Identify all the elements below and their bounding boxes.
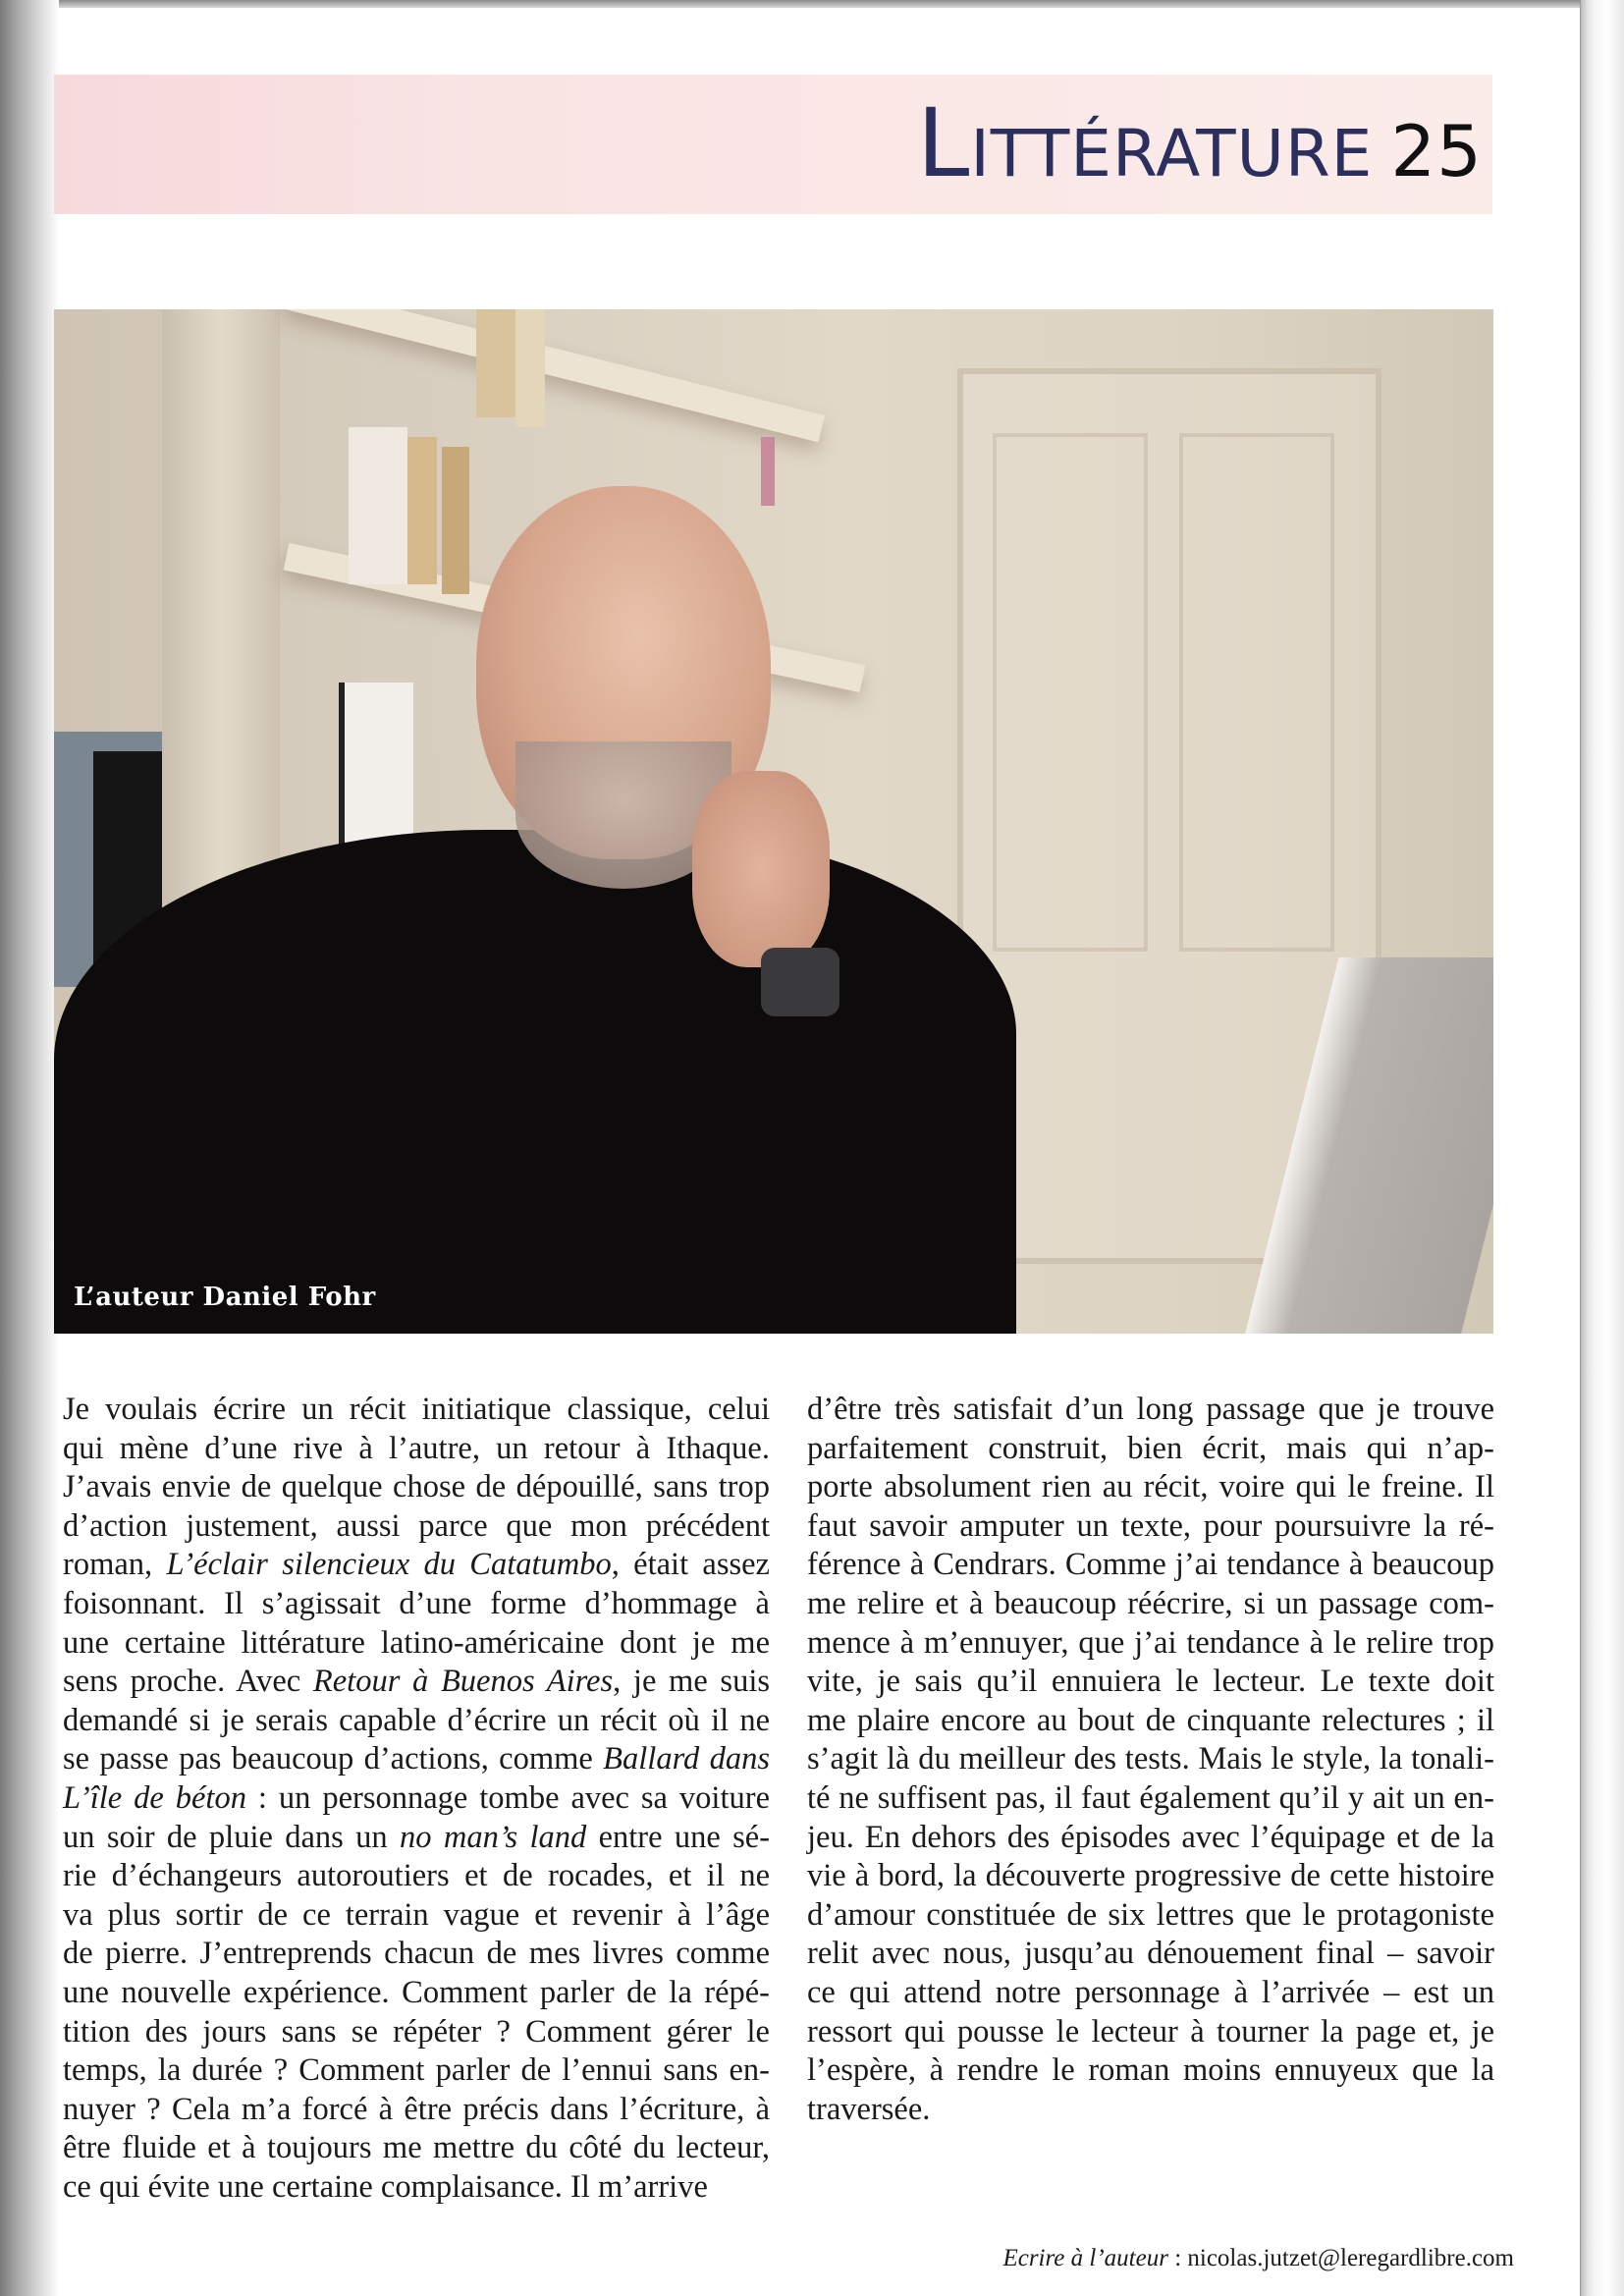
text-line: une certaine littérature latino-américaine dont je me — [63, 1624, 770, 1661]
text-line: té ne suffisent pas, il faut également qu’il y ait un en- — [807, 1779, 1494, 1816]
text-line: vite, je sais qu’il ennuiera le lecteur. Le texte doit — [807, 1664, 1494, 1700]
text-line: me plaire encore au bout de cinquante relectures ; il — [807, 1702, 1494, 1738]
text-line: qui mène d’une rive à l’autre, un retour à Ithaque. — [63, 1430, 770, 1466]
text-run: entre une sé- — [586, 1819, 771, 1855]
article-column-right — [807, 1391, 1494, 2129]
text-line: nuyer ? Cela m’a forcé à être précis dans l’écriture, à — [63, 2091, 770, 2127]
text-run: un soir de pluie dans un — [63, 1819, 401, 1855]
text-line: d’amour constituée de six lettres que le protagoniste — [807, 1896, 1494, 1933]
text-line: l’espère, à rendre le roman moins ennuyeux que la — [807, 2052, 1494, 2089]
text-line: demandé si je serais capable d’écrire un récit où il ne — [63, 1702, 770, 1738]
text-line — [63, 1779, 770, 1819]
section-title-initial: L — [916, 88, 971, 198]
text-line: d’être très satisfait d’un long passage que je trouve — [807, 1392, 1494, 1427]
text-line: ressort qui pousse le lecteur à tourner la page et, je — [807, 2013, 1494, 2050]
text-line: traversée. — [807, 2091, 931, 2127]
text-run: : un personnage tombe avec sa voiture — [245, 1779, 770, 1816]
book — [349, 427, 407, 584]
book — [442, 447, 469, 594]
book-title: L’éclair silencieux du Catatumbo — [166, 1547, 612, 1583]
author-photo — [54, 309, 1493, 1334]
text-line: parfaitement construit, bien écrit, mais qui n’ap- — [807, 1430, 1494, 1466]
text-run: , était assez — [611, 1547, 770, 1583]
door-panel — [993, 433, 1148, 952]
text-line: ce qui attend notre personnage à l’arrivée – est un — [807, 1974, 1494, 2010]
text-line: d’action justement, aussi parce que mon précédent — [63, 1507, 770, 1544]
text-line: me relire et à beaucoup réécrire, si un passage com- — [807, 1585, 1494, 1621]
text-line: porte absolument rien au récit, voire qui le freine. Il — [807, 1469, 1494, 1505]
page-number: 25 — [1390, 110, 1483, 192]
photo-watch — [761, 948, 839, 1016]
text-line: faut savoir amputer un texte, pour poursuivre la ré- — [807, 1507, 1494, 1544]
text-line: être fluide et à toujours me mettre du côté du lecteur, — [63, 2130, 770, 2166]
text-line: foisonnant. Il s’agissait d’une forme d’hommage à — [63, 1585, 770, 1621]
text-line: de pierre. J’entreprends chacun de mes livres comme — [63, 1936, 770, 1972]
article-column-left — [63, 1391, 770, 2207]
photo-caption: L’auteur Daniel Fohr — [74, 1283, 376, 1312]
text-line — [63, 1740, 770, 1779]
scan-edge-right — [1581, 0, 1624, 2296]
book-title: no man’s land — [400, 1819, 587, 1855]
text-line: relit avec nous, jusqu’au dénouement final – savoir — [807, 1936, 1494, 1972]
book — [515, 309, 545, 427]
text-line: J’avais envie de quelque chose de dépouillé, sans trop — [63, 1469, 770, 1505]
text-line: temps, la durée ? Comment parler de l’ennui sans en- — [63, 2052, 770, 2089]
text-line: tition des jours sans se répéter ? Comment gérer le — [63, 2013, 770, 2050]
book-title: Ballard dans — [603, 1741, 770, 1777]
text-line: Je voulais écrire un récit initiatique classique, celui — [63, 1392, 770, 1427]
photo-person-sweater — [54, 830, 1016, 1334]
text-line: s’agit là du meilleur des tests. Mais le style, la tonali- — [807, 1741, 1494, 1777]
scan-gutter-shadow — [0, 0, 59, 2296]
photo-person-hand — [692, 771, 830, 967]
text-line — [63, 1546, 770, 1585]
section-title — [916, 88, 1483, 201]
book-title: Retour à Buenos Aires — [312, 1664, 614, 1700]
section-banner — [54, 75, 1492, 214]
book — [761, 437, 775, 506]
text-line: rie d’échangeurs autoroutiers et de rocades, et il ne — [63, 1858, 770, 1894]
book — [407, 437, 437, 584]
contact-label: Ecrire à l’auteur — [1002, 2245, 1168, 2271]
text-run: se passe pas beaucoup d’actions, comme — [63, 1741, 604, 1777]
section-title-rest: ITTÉRATURE — [970, 116, 1374, 191]
text-line: une nouvelle expérience. Comment parler de la répé- — [63, 1974, 770, 2010]
contact-author — [1002, 2245, 1514, 2272]
scan-edge-top — [0, 0, 1624, 8]
book — [476, 309, 515, 417]
text-line: jeu. En dehors des épisodes avec l’équipage et de la — [807, 1819, 1494, 1855]
text-run: , je me suis — [613, 1664, 770, 1700]
text-line: ce qui évite une certaine complaisance. Il m’arrive — [63, 2168, 708, 2205]
text-line: va plus sortir de ce terrain vague et revenir à l’âge — [63, 1896, 770, 1933]
text-line — [63, 1663, 770, 1702]
contact-separator: : — [1167, 2245, 1188, 2271]
contact-email[interactable]: nicolas.jutzet@leregardlibre.com — [1187, 2245, 1514, 2271]
text-line — [63, 1819, 770, 1858]
text-run: sens proche. Avec — [63, 1664, 313, 1700]
text-line: vie à bord, la découverte progressive de cette histoire — [807, 1858, 1494, 1894]
text-run: roman, — [63, 1547, 167, 1583]
text-line: mence à m’ennuyer, que j’ai tendance à le relire trop — [807, 1624, 1494, 1661]
text-line: férence à Cendrars. Comme j’ai tendance à beaucoup — [807, 1547, 1494, 1583]
door-panel — [1179, 433, 1334, 952]
book-title: L’île de béton — [63, 1779, 246, 1816]
